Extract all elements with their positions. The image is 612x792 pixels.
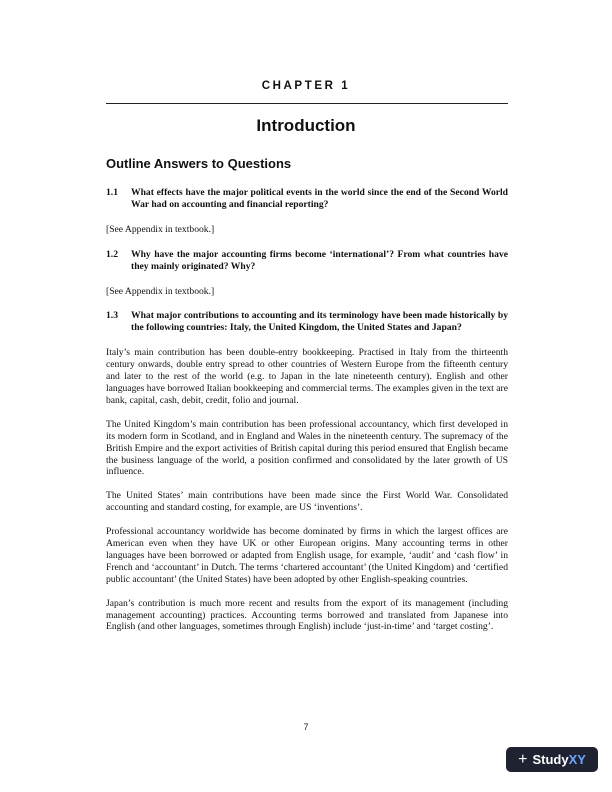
question-text: What effects have the major political events in the world since the end of the Second World War had on accounting and financial reporting? [131,187,508,210]
header-divider [106,103,508,104]
brand-accent-text: XY [568,752,586,767]
question-number: 1.2 [106,248,118,260]
plus-icon: + [518,750,528,768]
question-number: 1.3 [106,310,118,322]
studyxy-watermark[interactable] [506,747,598,772]
answer-reference: [See Appendix in textbook.] [106,285,215,297]
chapter-label: CHAPTER 1 [261,80,351,92]
question-1-3 [106,310,508,334]
question-text: Why have the major accounting firms become ‘international’? From what countries have they mainly originated? Why? [131,248,508,272]
paragraph-united-states: The United States’ main contributions have been made since the First World War. Consolidated accounting and standard costing, for example, are US ‘inventions’. [106,490,508,514]
page-content [106,156,508,645]
question-1-2 [106,249,508,273]
brand-primary-text: Study [532,752,569,767]
section-heading: Outline Answers to Questions [106,156,292,171]
question-number: 1.1 [106,187,118,198]
paragraph-professional-accountancy: Professional accountancy worldwide has become dominated by firms in which the largest offices are American even when they have UK or other European origins. Many accounting terms in other languages have been borrowed or adapted from English usage, for example, ‘audit’ and ‘cash flow’ in French and ‘accountant’ in Dutch. The terms ‘chartered accountant’ (the United Kingdom) and ‘certified public accountant’ (the United States) have been adopted by other English-speaking countries. [106,526,508,585]
page-number: 7 [303,722,309,732]
paragraph-italy: Italy’s main contribution has been double-entry bookkeeping. Practised in Italy from the thirteenth century onwards, double entry spread to other countries of Western Europe from the fifteenth century and later to the rest of the world (e.g. to Japan in the late nineteenth century). English and other languages have borrowed Italian bookkeeping and commercial terms. The examples given in the text are bank, capital, cash, debit, credit, folio and journal. [106,347,508,406]
paragraph-japan: Japan’s contribution is much more recent and results from the export of its management (including management accounting) practices. Accounting terms borrowed and translated from Japanese into English (and other languages, sometimes through English) include ‘just-in-time’ and ‘target costing’. [106,597,508,633]
question-text: What major contributions to accounting and its terminology have been made historically by the following countries: Italy, the United Kingdom, the United States and Japan? [131,310,508,334]
page-title: Introduction [256,116,356,135]
paragraph-united-kingdom: The United Kingdom’s main contribution has been professional accountancy, which first developed in its modern form in Scotland, and in England and Wales in the nineteenth century. The supremacy of the British Empire and the export activities of British capital during this period ensured that English became the business language of the world, a position confirmed and consolidated by the later growth of US influence. [106,418,508,478]
answer-reference: [See Appendix in textbook.] [106,223,215,235]
question-1-1 [106,187,508,211]
